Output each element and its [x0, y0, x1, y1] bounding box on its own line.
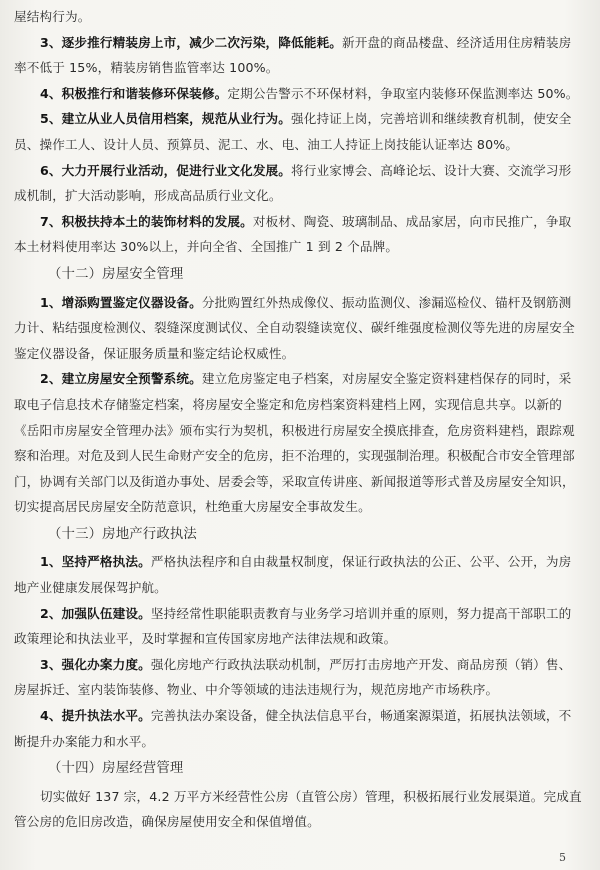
document-body	[14, 4, 584, 835]
section-heading-12: （十二）房屋安全管理	[48, 266, 184, 282]
paragraph-housing-operation: 切实做好 137 宗，4.2 万平方米经营性公房（直管公房）管理，积极拓展行业发展渠道。完成直管公房的危旧房改造，确保房屋使用安全和保值增值。	[14, 788, 582, 830]
item-3-case-handling: 3、强化办案力度。强化房地产行政执法联动机制，严厉打击房地产开发、商品房预（销）售、房屋拆迁、室内装饰装修、物业、中介等领域的违法违规行为，规范房地产市场秩序。	[14, 656, 572, 698]
item-2-team-building: 2、加强队伍建设。坚持经常性职能职责教育与业务学习培训并重的原则，努力提高干部职工的政策理论和执法业平，及时掌握和宣传国家房地产法律法规和政策。	[14, 605, 572, 647]
section-heading-13: （十三）房地产行政执法	[48, 526, 197, 542]
item-4-eco-decoration: 4、积极推行和谐装修环保装修。定期公告警示不环保材料，争取室内装修环保监测率达 50%。	[40, 85, 579, 101]
item-2-warning-system: 2、建立房屋安全预警系统。建立危房鉴定电子档案，对房屋安全鉴定资料建档保存的同时，采取电子信息技术存储鉴定档案，将房屋安全鉴定和危房档案资料建档上网，实现信息共享。以新的《岳阳市房屋安全管理办法》颁布实行为契机，积极进行房屋安全摸底排查，危房资料建档，跟踪观察和治理。对危及到人民生命财产安全的危房，拒不治理的，实现强制治理。积极配合市安全管理部门，协调有关部门以及街道办事处、居委会等，采取宣传讲座、新闻报道等形式普及房屋安全知识，切实提高居民房屋安全防范意识，杜绝重大房屋安全事故发生。	[14, 371, 575, 515]
section-heading-14: （十四）房屋经营管理	[48, 761, 184, 777]
item-6-industry-activities: 6、大力开展行业活动，促进行业文化发展。将行业家博会、高峰论坛、设计大赛、交流学习形成机制，扩大活动影响，形成高品质行业文化。	[14, 162, 572, 204]
item-1-equipment: 1、增添购置鉴定仪器设备。分批购置红外热成像仪、振动监测仪、渗漏巡检仪、锚杆及钢筋测力计、粘结强度检测仪、裂缝深度测试仪、全自动裂缝读宽仪、碳纤维强度检测仪等先进的房屋安全鉴定仪器设备，保证服务质量和鉴定结论权威性。	[14, 294, 575, 361]
item-7-local-materials: 7、积极扶持本土的装饰材料的发展。对板材、陶瓷、玻璃制品、成品家居，向市民推广，争取本土材料使用率达 30%以上，并向全省、全国推广 1 到 2 个品牌。	[14, 213, 572, 255]
paragraph-continuation: 屋结构行为。	[14, 9, 91, 24]
page-number: 5	[559, 851, 566, 864]
item-4-enforcement-level: 4、提升执法水平。完善执法办案设备，健全执法信息平台，畅通案源渠道，拓展执法领域，不断提升办案能力和水平。	[14, 708, 572, 749]
item-5-credit-files: 5、建立从业人员信用档案，规范从业行为。强化持证上岗，完善培训和继续教育机制，使安全员、操作工人、设计人员、预算员、泥工、水、电、油工人持证上岗技能认证率达 80%。	[14, 111, 572, 152]
item-1-strict-enforcement: 1、坚持严格执法。严格执法程序和自由裁量权制度，保证行政执法的公正、公平、公开，为房地产业健康发展保驾护航。	[14, 554, 572, 596]
item-3-finished-housing: 3、逐步推行精装房上市，减少二次污染，降低能耗。新开盘的商品楼盘、经济适用住房精装房率不低于 15%，精装房销售监管率达 100%。	[14, 34, 572, 76]
